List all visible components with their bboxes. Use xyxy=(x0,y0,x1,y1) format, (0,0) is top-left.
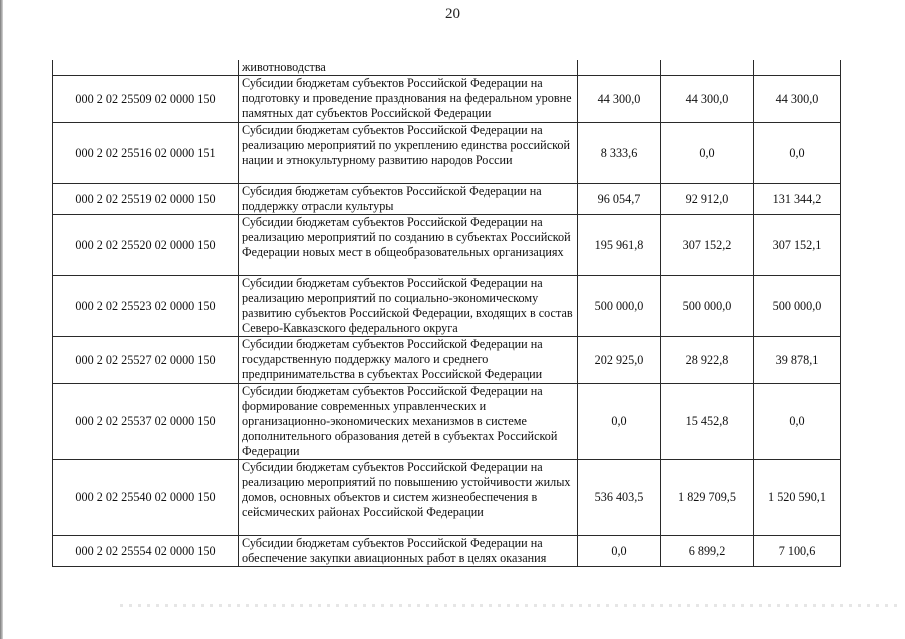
code-cell xyxy=(53,60,239,76)
value-3-cell: 44 300,0 xyxy=(754,76,841,123)
budget-code-cell: 000 2 02 25540 02 0000 150 xyxy=(53,460,239,536)
table-row xyxy=(53,384,841,460)
value-3-cell: 307 152,1 xyxy=(754,215,841,276)
budget-code-cell: 000 2 02 25509 02 0000 150 xyxy=(53,76,239,123)
value-2-cell: 6 899,2 xyxy=(661,536,754,567)
budget-revenue-table xyxy=(52,60,841,567)
value-3-cell: 0,0 xyxy=(754,384,841,460)
value-2-cell: 1 829 709,5 xyxy=(661,460,754,536)
page-number: 20 xyxy=(445,6,460,22)
value-3-cell: 131 344,2 xyxy=(754,184,841,215)
value-1-cell: 500 000,0 xyxy=(578,276,661,337)
value-1-cell: 202 925,0 xyxy=(578,337,661,384)
value-3-cell: 1 520 590,1 xyxy=(754,460,841,536)
description-cell: Субсидии бюджетам субъектов Российской Федерации на государственную поддержку малого и среднего предпринимательства в субъектах Российской Федерации xyxy=(239,337,578,384)
table-row xyxy=(53,123,841,184)
value-1-cell: 0,0 xyxy=(578,536,661,567)
table-row xyxy=(53,184,841,215)
description-cell: Субсидии бюджетам субъектов Российской Федерации на реализацию мероприятий по повышению устойчивости жилых домов, основных объектов и систем жизнеобеспечения в сейсмических районах Российской Федерации xyxy=(239,460,578,536)
scan-edge-shadow xyxy=(0,0,3,639)
value-1-cell: 96 054,7 xyxy=(578,184,661,215)
description-cell: животноводства xyxy=(239,60,578,76)
table-row xyxy=(53,276,841,337)
value-3-cell: 39 878,1 xyxy=(754,337,841,384)
value-1-cell: 195 961,8 xyxy=(578,215,661,276)
budget-code-cell: 000 2 02 25523 02 0000 150 xyxy=(53,276,239,337)
table-row xyxy=(53,460,841,536)
value-cell xyxy=(578,60,661,76)
scan-noise-line xyxy=(120,604,900,607)
description-cell: Субсидия бюджетам субъектов Российской Федерации на поддержку отрасли культуры xyxy=(239,184,578,215)
value-2-cell: 15 452,8 xyxy=(661,384,754,460)
value-1-cell: 8 333,6 xyxy=(578,123,661,184)
description-cell: Субсидии бюджетам субъектов Российской Федерации на реализацию мероприятий по социально-экономическому развитию субъектов Российской Федерации, входящих в состав Северо-Кавказского федерального округа xyxy=(239,276,578,337)
table-row xyxy=(53,337,841,384)
value-2-cell: 307 152,2 xyxy=(661,215,754,276)
budget-code-cell: 000 2 02 25537 02 0000 150 xyxy=(53,384,239,460)
value-2-cell: 500 000,0 xyxy=(661,276,754,337)
value-2-cell: 0,0 xyxy=(661,123,754,184)
value-1-cell: 44 300,0 xyxy=(578,76,661,123)
table-row xyxy=(53,215,841,276)
budget-code-cell: 000 2 02 25527 02 0000 150 xyxy=(53,337,239,384)
value-2-cell: 44 300,0 xyxy=(661,76,754,123)
value-cell xyxy=(754,60,841,76)
value-cell xyxy=(661,60,754,76)
budget-code-cell: 000 2 02 25516 02 0000 151 xyxy=(53,123,239,184)
description-cell: Субсидии бюджетам субъектов Российской Федерации на реализацию мероприятий по созданию в субъектах Российской Федерации новых мест в общеобразовательных организациях xyxy=(239,215,578,276)
value-2-cell: 28 922,8 xyxy=(661,337,754,384)
value-3-cell: 500 000,0 xyxy=(754,276,841,337)
description-cell: Субсидии бюджетам субъектов Российской Федерации на обеспечение закупки авиационных работ в целях оказания xyxy=(239,536,578,567)
description-cell: Субсидии бюджетам субъектов Российской Федерации на реализацию мероприятий по укреплению единства российской нации и этнокультурному развитию народов России xyxy=(239,123,578,184)
description-cell: Субсидии бюджетам субъектов Российской Федерации на подготовку и проведение празднования на федеральном уровне памятных дат субъектов Российской Федерации xyxy=(239,76,578,123)
description-cell: Субсидии бюджетам субъектов Российской Федерации на формирование современных управленческих и организационно-экономических механизмов в системе дополнительного образования детей в субъектах Российской Федерации xyxy=(239,384,578,460)
value-2-cell: 92 912,0 xyxy=(661,184,754,215)
budget-code-cell: 000 2 02 25519 02 0000 150 xyxy=(53,184,239,215)
budget-code-cell: 000 2 02 25554 02 0000 150 xyxy=(53,536,239,567)
value-1-cell: 0,0 xyxy=(578,384,661,460)
table-row-continuation xyxy=(53,60,841,76)
value-3-cell: 0,0 xyxy=(754,123,841,184)
budget-code-cell: 000 2 02 25520 02 0000 150 xyxy=(53,215,239,276)
table-row xyxy=(53,76,841,123)
value-3-cell: 7 100,6 xyxy=(754,536,841,567)
table-row xyxy=(53,536,841,567)
value-1-cell: 536 403,5 xyxy=(578,460,661,536)
